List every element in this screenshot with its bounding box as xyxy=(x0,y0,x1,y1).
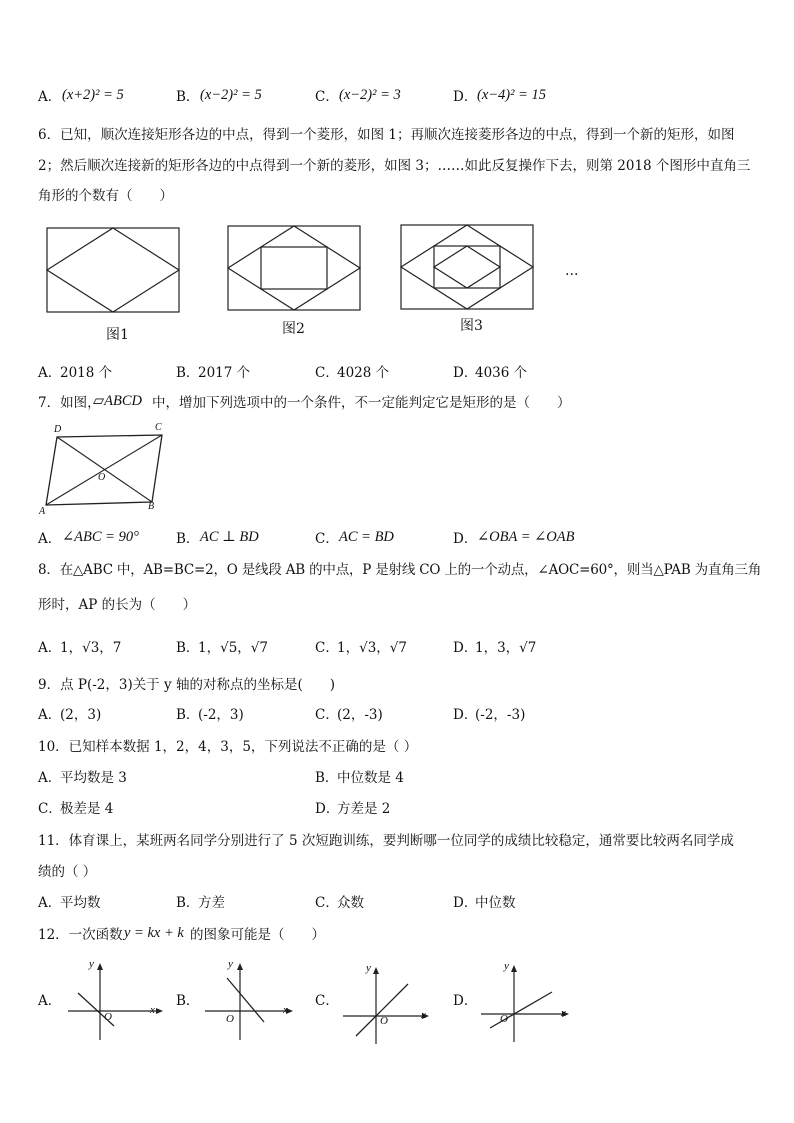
q5-option-a-letter: A． xyxy=(38,89,62,105)
q11-option-b-text: 方差 xyxy=(198,895,225,911)
q9-option-c-text: (2，-3) xyxy=(337,707,383,723)
q12-graph-b-y-label: y xyxy=(228,958,233,970)
q6-stem-line3: 角形的个数有（ ） xyxy=(38,188,173,204)
q6-stem-line1: 6．已知，顺次连接矩形各边的中点，得到一个菱形，如图 1；再顺次连接菱形各边的中点，得到一个新的矩形，如图 xyxy=(38,127,735,143)
q9-option-a-text: (2，3) xyxy=(60,707,102,723)
q11-option-d-letter: D． xyxy=(453,895,478,911)
q12-graph-d-x-label: x xyxy=(561,1007,566,1019)
q6-option-a-text: 2018 个 xyxy=(60,365,113,381)
q9-stem: 9．点 P(-2，3)关于 y 轴的对称点的坐标是( ) xyxy=(38,677,335,693)
q9-option-d-letter: D． xyxy=(453,707,478,723)
q10-option-d-text: 方差是 2 xyxy=(337,801,391,817)
q7-option-c-letter: C． xyxy=(315,531,339,547)
q12-graph-a-x-label: x xyxy=(150,1004,155,1016)
q6-option-d-letter: D． xyxy=(453,365,478,381)
q7-option-b-expr: AC ⊥ BD xyxy=(200,529,259,545)
q6-option-b-text: 2017 个 xyxy=(198,365,251,381)
q11-option-a-text: 平均数 xyxy=(60,895,101,911)
q10-option-c-letter: C． xyxy=(38,801,62,817)
q12-stem-post: 的图象可能是（ ） xyxy=(190,927,325,943)
q10-option-a-text: 平均数是 3 xyxy=(60,770,127,786)
q12-option-c-letter: C． xyxy=(315,993,339,1009)
q11-stem-line2: 绩的（ ） xyxy=(38,864,97,880)
q8-option-c-expr: 1，√3，√7 xyxy=(337,640,407,656)
q5-option-c-expr: (x−2)² = 3 xyxy=(339,87,401,103)
q12-graph-c-x-label: x xyxy=(421,1009,426,1021)
q8-option-d-expr: 1，3，√7 xyxy=(475,640,537,656)
q9-option-c-letter: C． xyxy=(315,707,339,723)
q7-label-o: O xyxy=(98,472,106,483)
q10-option-b-letter: B． xyxy=(315,770,339,786)
q10-option-b-text: 中位数是 4 xyxy=(337,770,404,786)
q5-option-c-letter: C． xyxy=(315,89,339,105)
q12-option-a-letter: A． xyxy=(38,993,62,1009)
q12-graph-d-y-label: y xyxy=(504,960,509,972)
q5-option-b-letter: B． xyxy=(176,89,200,105)
q6-option-a-letter: A． xyxy=(38,365,62,381)
q12-graph-c-y-label: y xyxy=(366,962,371,974)
q9-option-b-text: (-2，3) xyxy=(198,707,244,723)
q12-graph-b-x-label: x xyxy=(283,1004,288,1016)
q11-stem-line1: 11．体育课上，某班两名同学分别进行了 5 次短跑训练，要判断哪一位同学的成绩比较稳定，通常要比较两名同学成 xyxy=(38,833,734,849)
q7-option-a-letter: A． xyxy=(38,531,62,547)
q7-stem-pre: 7．如图， xyxy=(38,395,101,411)
q7-option-a-expr: ∠ABC = 90° xyxy=(62,529,139,545)
q6-caption-3: 图3 xyxy=(460,318,483,334)
q12-option-d-letter: D． xyxy=(453,993,478,1009)
q5-option-b-expr: (x−2)² = 5 xyxy=(200,87,262,103)
q12-graph-a-y-label: y xyxy=(89,958,94,970)
q12-graph-d-origin-label: O xyxy=(500,1013,508,1025)
q11-option-a-letter: A． xyxy=(38,895,62,911)
q10-option-d-letter: D． xyxy=(315,801,340,817)
q8-stem-line1: 8．在△ABC 中，AB=BC=2，O 是线段 AB 的中点，P 是射线 CO 上的一个动点，∠AOC=60°，则当△PAB 为直角三角 xyxy=(38,562,762,578)
q7-label-b: B xyxy=(148,501,155,512)
q12-graph-b-origin-label: O xyxy=(226,1013,234,1025)
q8-option-a-expr: 1，√3，7 xyxy=(60,640,122,656)
q7-stem-post: 中，增加下列选项中的一个条件，不一定能判定它是矩形的是（ ） xyxy=(152,395,571,411)
q6-option-d-text: 4036 个 xyxy=(475,365,528,381)
q9-option-d-text: (-2，-3) xyxy=(475,707,526,723)
q10-option-a-letter: A． xyxy=(38,770,62,786)
q11-option-b-letter: B． xyxy=(176,895,200,911)
q10-stem: 10．已知样本数据 1，2，4，3，5，下列说法不正确的是（ ） xyxy=(38,739,418,755)
q8-option-b-expr: 1，√5，√7 xyxy=(198,640,268,656)
q5-option-d-expr: (x−4)² = 15 xyxy=(477,87,547,103)
q6-ellipsis: … xyxy=(565,263,579,279)
q6-option-b-letter: B． xyxy=(176,365,200,381)
q10-option-c-text: 极差是 4 xyxy=(60,801,114,817)
q7-option-d-letter: D． xyxy=(453,531,478,547)
q6-caption-2: 图2 xyxy=(282,321,305,337)
q7-option-d-expr: ∠OBA = ∠OAB xyxy=(477,529,575,545)
q12-option-b-letter: B． xyxy=(176,993,200,1009)
q9-option-a-letter: A． xyxy=(38,707,62,723)
q12-graph-c-origin-label: O xyxy=(380,1015,388,1027)
q8-option-d-letter: D． xyxy=(453,640,478,656)
q12-graph-a-origin-label: O xyxy=(104,1011,112,1023)
q8-stem-line2: 形时，AP 的长为（ ） xyxy=(38,597,197,613)
q7-option-b-letter: B． xyxy=(176,531,200,547)
q6-option-c-text: 4028 个 xyxy=(337,365,390,381)
q7-label-c: C xyxy=(155,422,162,433)
q7-label-d: D xyxy=(54,424,62,435)
q12-stem-pre: 12．一次函数 xyxy=(38,927,123,943)
q6-option-c-letter: C． xyxy=(315,365,339,381)
q7-stem-math: ▱ABCD xyxy=(93,393,143,409)
q11-option-c-letter: C． xyxy=(315,895,339,911)
q11-option-d-text: 中位数 xyxy=(475,895,516,911)
q12-stem-math: y = kx + k xyxy=(124,925,184,941)
q8-option-c-letter: C． xyxy=(315,640,339,656)
q7-label-a: A xyxy=(39,506,46,517)
q8-option-a-letter: A． xyxy=(38,640,62,656)
q11-option-c-text: 众数 xyxy=(337,895,364,911)
q7-option-c-expr: AC = BD xyxy=(339,529,394,545)
q5-option-a-expr: (x+2)² = 5 xyxy=(62,87,124,103)
q9-option-b-letter: B． xyxy=(176,707,200,723)
q6-stem-line2: 2；然后顺次连接新的矩形各边的中点得到一个新的菱形，如图 3；……如此反复操作下去，则第 2018 个图形中直角三 xyxy=(38,158,751,174)
q6-caption-1: 图1 xyxy=(106,327,129,343)
q8-option-b-letter: B． xyxy=(176,640,200,656)
q5-option-d-letter: D． xyxy=(453,89,478,105)
